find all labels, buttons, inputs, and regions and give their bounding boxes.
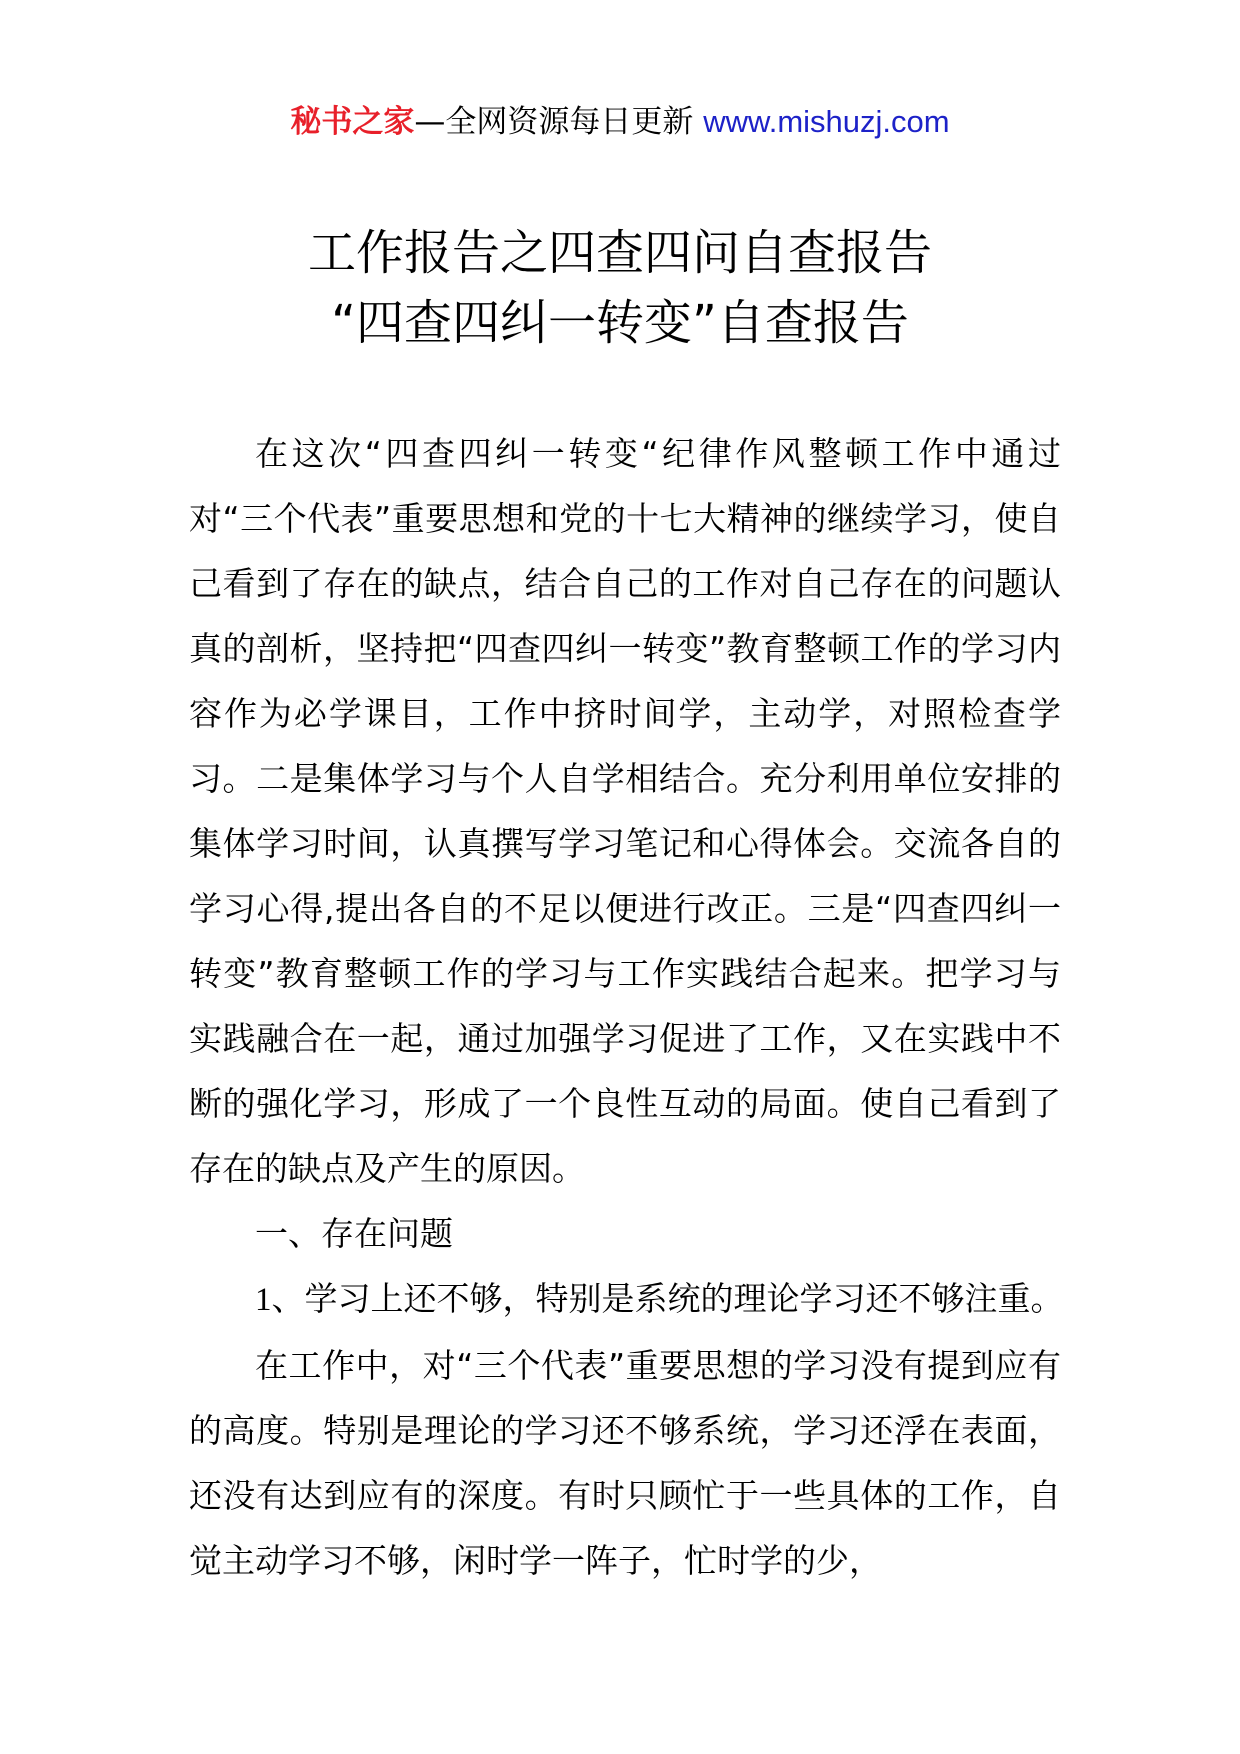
section-heading: 一、存在问题 — [255, 1214, 453, 1253]
document-subtitle: “四查四纠一转变”自查报告 — [331, 295, 909, 351]
intro-paragraph: 在这次“四查四纠一转变“纪律作风整顿工作中通过对“三个代表”重要思想和党的十七大精神的继续学习，使自己看到了存在的缺点，结合自己的工作对自己存在的问题认真的剖析，坚持把“四查四纠一转变”教育整顿工作的学习内容作为必学课目，工作中挤时间学，主动学，对照检查学习。二是集体学习与个人自学相结合。充分利用单位安排的集体学习时间，认真撰写学习笔记和心得体会。交流各自的学习心得,提出各自的不足以便进行改正。三是“四查四纠一转变”教育整顿工作的学习与工作实践结合起来。把学习与实践融合在一起，通过加强学习促进了工作，又在实践中不断的强化学习，形成了一个良性互动的局面。使自己看到了存在的缺点及产生的原因。 — [189, 434, 1061, 1188]
site-brand: 秘书之家 — [290, 104, 415, 140]
document-title: 工作报告之四查四问自查报告 — [307, 225, 932, 281]
site-banner — [0, 100, 1240, 144]
body-paragraph: 在工作中，对“三个代表”重要思想的学习没有提到应有的高度。特别是理论的学习还不够系统，学习还浮在表面，还没有达到应有的深度。有时只顾忙于一些具体的工作，自觉主动学习不够，闲时学一阵子，忙时学的少， — [189, 1346, 1061, 1580]
list-item-number: 1 — [255, 1282, 272, 1318]
list-item-text: 、学习上还不够，特别是系统的理论学习还不够注重。 — [271, 1279, 1064, 1318]
site-tagline: —全网资源每日更新 — [414, 104, 694, 140]
site-url-link[interactable]: www.mishuzj.com — [703, 104, 950, 139]
document-body — [189, 421, 1064, 1593]
list-item — [189, 1266, 1064, 1333]
